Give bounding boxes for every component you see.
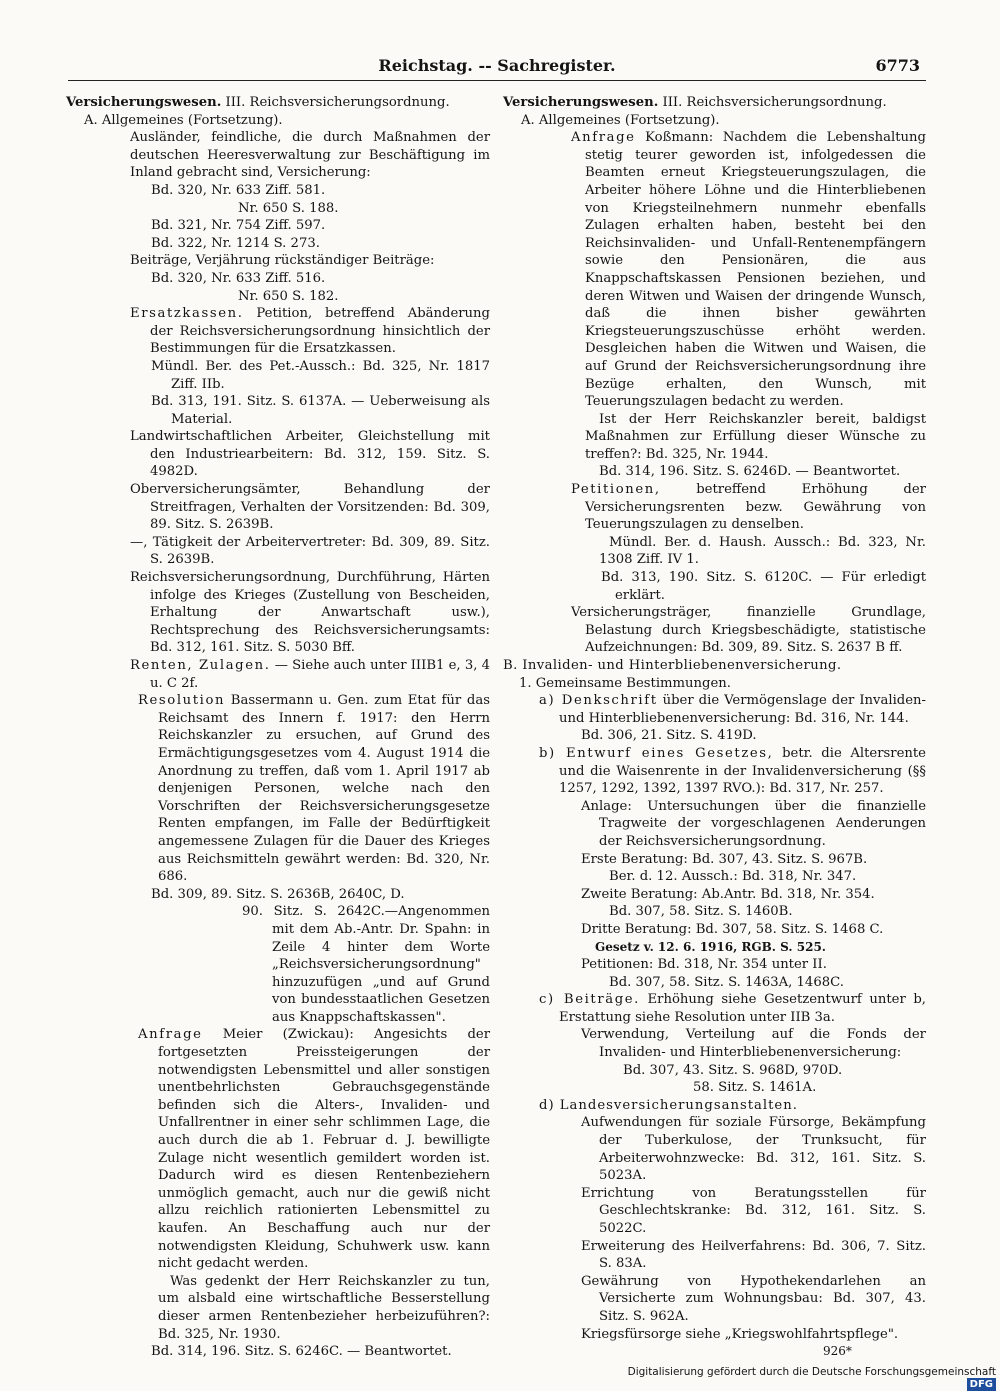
entry-keyword: a) Denkschrift	[539, 693, 658, 709]
entry-keyword: Petitionen,	[571, 482, 661, 498]
footer-credit	[600, 1366, 996, 1390]
running-title: Reichstag. -- Sachregister.	[378, 56, 616, 75]
entry-rvo-durchfuehrung: Reichsversicherungsordnung, Durchführung, Härten infolge des Krieges (Zustellung von Bescheiden, Erhaltung der Anwartschaft usw.), Rechtsprechung des Reichsversicherungsamts: Bd. 312, 161. Sitz. S. 5030 Bff.	[130, 570, 490, 656]
entry-ref: Bd. 320, Nr. 633 Ziff. 581.	[151, 182, 326, 198]
entry-ref: Nr. 650 S. 188.	[238, 200, 339, 216]
entry-ref: Bd. 321, Nr. 754 Ziff. 597.	[151, 218, 326, 234]
entry-taetigkeit: —, Tätigkeit der Arbeitervertreter: Bd. 309, 89. Sitz. S. 2639B.	[130, 534, 490, 568]
subsection-heading: A. Allgemeines (Fortsetzung).	[521, 112, 720, 128]
heading-rest: III. Reichsversicherungsordnung.	[658, 95, 887, 110]
entry-ref: Bd. 306, 21. Sitz. S. 419D.	[581, 728, 757, 744]
entry-text: betreffend Erhöhung der Versicherungsrenten bezw. Gewährung von Teuerungszulagen zu denselben.	[585, 482, 926, 533]
dfg-logo: DFG	[967, 1378, 996, 1391]
entry-text: Koßmann: Nachdem die Lebenshaltung stetig teurer geworden ist, infolgedessen die Beamten erneut Kriegsteuerungszulagen, die Arbeiter höhere Löhne und die Hinterbliebenen von Kriegsteilnehmern nunmehr ebenfalls Zulagen erhalten haben, besteht bei den Reichsinvaliden- und Unfall-Rentenempfängern sowie den Pensionären, die aus Knappschaftskassen Pensionen beziehen, und deren Witwen und Waisen der dringende Wunsch, daß die ihnen bisher gewährten Kriegsteuerungszuschüsse erhöht werden. Desgleichen haben die Witwen und Waisen, die auf Grund der Reichsversicherungsordnung ihre Bezüge erhalten, den Wunsch, mit Teuerungszulagen bedacht zu werden.	[585, 130, 926, 410]
entry-keyword: Ersatzkassen.	[130, 306, 244, 322]
entry-anfrage-kossmann	[503, 129, 926, 411]
footer-text: Digitalisierung gefördert durch die Deutsche Forschungsgemeinschaft	[627, 1366, 996, 1378]
entry-ref: Bd. 307, 43. Sitz. S. 968D, 970D.	[623, 1062, 843, 1078]
right-column	[503, 94, 926, 1361]
entry-ref: Zweite Beratung: Ab.Antr. Bd. 318, Nr. 354.	[581, 886, 875, 902]
subsection-d: d) Landesversicherungsanstalten.	[539, 1097, 798, 1113]
entry-text: Bassermann u. Gen. zum Etat für das Reichsamt des Innern f. 1917: den Herrn Reichskanzler zu ersuchen, auf Grund des Ermächtigungsgesetzes vom 4. August 1914 die Anordnung zu treffen, daß vom 1. April 1917 ab denjenigen Personen, welche nach den Vorschriften der Reichsversicherungsgesetze Renten empfangen, im Falle der Bedürftigkeit angemessene Zulagen für die Dauer des Krieges aus Reichsmitteln gewährt werden: Bd. 320, Nr. 686.	[158, 693, 490, 885]
entry-ersatzkassen	[66, 305, 490, 358]
entry-ref: 58. Sitz. S. 1461A.	[693, 1080, 817, 1096]
heading-bold: Versicherungswesen.	[503, 95, 659, 110]
entry-ref: Bd. 320, Nr. 633 Ziff. 516.	[151, 270, 326, 286]
subsection-heading: A. Allgemeines (Fortsetzung).	[84, 112, 283, 128]
entry-keyword: Renten, Zulagen.	[130, 658, 271, 673]
section-b-heading: B. Invaliden- und Hinterbliebenenversicherung.	[503, 658, 842, 673]
entry-text: — Siehe auch unter IIIB1 e, 3, 4 u. C 2f.	[150, 658, 490, 691]
entry-text: Meier (Zwickau): Angesichts der fortgesetzten Preissteigerungen der notwendigsten Lebensmittel und aller sonstigen unentbehrlichsten Gebrauchsgegenstände befinden sich die Alters-, Invaliden- und Unfallrentner in einer sehr schlimmen Lage, die auch durch die ab 1. Februar d. J. bewilligte Zulage nicht wesentlich gemildert worden ist. Dadurch wird es diesen Rentenbeziehern unmöglich gemacht, auch nur die gewiß nicht allzu reichlich rationierten Lebensmittel zu kaufen. An Beschaffung auch nur der notwendigsten Kleidung, Schuhwerk usw. kann nicht gedacht werden.	[158, 1027, 490, 1272]
entry-auslaender: Ausländer, feindliche, die durch Maßnahmen der deutschen Heeresverwaltung zur Beschäftigung im Inland gebracht sind, Versicherung:	[130, 130, 490, 181]
entry-ref: Bd. 307, 58. Sitz. S. 1463A, 1468C.	[609, 974, 844, 990]
page-header	[68, 52, 926, 81]
entry-hypothekendarlehen: Gewährung von Hypothekendarlehen an Versicherte zum Wohnungsbau: Bd. 307, 43. Sitz. S. 962A.	[581, 1273, 926, 1324]
entry-ref: Bd. 322, Nr. 1214 S. 273.	[151, 235, 320, 251]
law-reference: Gesetz v. 12. 6. 1916, RGB. S. 525.	[595, 939, 826, 954]
entry-landwirtschaft: Landwirtschaftlichen Arbeiter, Gleichstellung mit den Industriearbeitern: Bd. 312, 159. Sitz. S. 4982D.	[130, 429, 490, 480]
signature-mark: 926*	[823, 1344, 852, 1359]
entry-ref: Dritte Beratung: Bd. 307, 58. Sitz. S. 1468 C.	[581, 921, 884, 937]
entry-ref: Bd. 313, 191. Sitz. S. 6137A. — Ueberweisung als Material.	[151, 394, 490, 427]
entry-resolution	[66, 692, 490, 886]
heading-rest: III. Reichsversicherungsordnung.	[221, 95, 450, 110]
entry-keyword: Anfrage	[571, 130, 636, 146]
left-column	[66, 94, 490, 1361]
entry-beratungsstellen: Errichtung von Beratungsstellen für Geschlechtskranke: Bd. 312, 161. Sitz. S. 5022C.	[581, 1185, 926, 1236]
entry-ref: Mündl. Ber. des Pet.-Aussch.: Bd. 325, Nr. 1817 Ziff. IIb.	[151, 358, 490, 392]
entry-question: Was gedenkt der Herr Reichskanzler zu tun, um alsbald eine wirtschaftliche Besserstellung dieser armen Rentenbezieher herbeizuführen?: Bd. 325, Nr. 1930.	[158, 1273, 490, 1342]
entry-beitraege	[503, 991, 926, 1026]
entry-anfrage-meier	[66, 1026, 490, 1272]
entry-text: über die Vermögenslage der Invaliden- und Hinterbliebenenversicherung: Bd. 316, Nr. 144.	[559, 693, 926, 726]
entry-ref: Bd. 309, 89. Sitz. S. 2636B, 2640C, D.	[151, 886, 405, 902]
entry-gesetzentwurf	[503, 745, 926, 798]
entry-text: betr. die Altersrente und die Waisenrente in der Invalidenversicherung (§§ 1257, 1292, 1392, 1397 RVO.): Bd. 317, Nr. 257.	[559, 745, 926, 797]
entry-ref: Bd. 314, 196. Sitz. S. 6246D. — Beantwortet.	[599, 464, 901, 480]
entry-anlage: Anlage: Untersuchungen über die finanzielle Tragweite der vorgeschlagenen Aenderungen der Reichsversicherungsordnung.	[581, 798, 926, 849]
entry-keyword: Anfrage	[138, 1027, 203, 1043]
entry-denkschrift	[503, 692, 926, 727]
entry-ref: Petitionen: Bd. 318, Nr. 354 unter II.	[581, 957, 827, 973]
entry-keyword: b) Entwurf eines Gesetzes,	[539, 745, 774, 761]
section-heading	[66, 94, 490, 112]
entry-ref: Bd. 307, 58. Sitz. S. 1460B.	[609, 904, 793, 920]
entry-ref: 90. Sitz. S. 2642C.—Angenommen mit dem Ab.-Antr. Dr. Spahn: in Zeile 4 hinter dem Worte „Reichsversicherungsordnung" hinzuzufügen „und auf Grund von bundesstaatlichen Gesetzen aus Knappschaftskassen".	[242, 904, 490, 1025]
entry-text: Petition, betreffend Abänderung der Reichsversicherungsordnung hinsichtlich der Bestimmungen für die Ersatzkassen.	[150, 306, 490, 357]
entry-oberversicherung: Oberversicherungsämter, Behandlung der Streitfragen, Verhalten der Vorsitzenden: Bd. 309, 89. Sitz. S. 2639B.	[130, 482, 490, 533]
entry-keyword: Resolution	[138, 693, 226, 709]
entry-ref: Ber. d. 12. Aussch.: Bd. 318, Nr. 347.	[609, 869, 857, 885]
entry-ref: Mündl. Ber. d. Haush. Aussch.: Bd. 323, Nr. 1308 Ziff. IV 1.	[599, 534, 926, 568]
entry-kriegsfuersorge: Kriegsfürsorge siehe „Kriegswohlfahrtspflege".	[581, 1326, 899, 1342]
entry-heilverfahren: Erweiterung des Heilverfahrens: Bd. 306, 7. Sitz. S. 83A.	[581, 1238, 926, 1272]
entry-ref: Bd. 314, 196. Sitz. S. 6246C. — Beantwortet.	[151, 1344, 452, 1360]
entry-renten	[66, 657, 490, 692]
entry-ref: Bd. 313, 190. Sitz. S. 6120C. — Für erledigt erklärt.	[601, 570, 926, 603]
entry-ref: Erste Beratung: Bd. 307, 43. Sitz. S. 967B.	[581, 851, 868, 867]
entry-versicherungstraeger: Versicherungsträger, finanzielle Grundlage, Belastung durch Kriegsbeschädigte, statistische Aufzeichnungen: Bd. 309, 89. Sitz. S. 2637 B ff.	[571, 605, 926, 656]
entry-verwendung: Verwendung, Verteilung auf die Fonds der Invaliden- und Hinterbliebenenversicherung:	[581, 1027, 926, 1061]
entry-petitionen	[503, 481, 926, 534]
entry-keyword: c) Beiträge.	[539, 992, 640, 1008]
heading-bold: Versicherungswesen.	[66, 95, 222, 110]
page-number: 6773	[875, 56, 920, 75]
entry-aufwendungen: Aufwendungen für soziale Fürsorge, Bekämpfung der Tuberkulose, der Trunksucht, für Arbeiterwohnzwecke: Bd. 312, 161. Sitz. S. 5023A.	[581, 1115, 926, 1184]
entry-ref: Nr. 650 S. 182.	[238, 288, 339, 304]
section-heading	[503, 94, 926, 112]
subsection-1: 1. Gemeinsame Bestimmungen.	[519, 675, 731, 691]
entry-text: Erhöhung siehe Gesetzentwurf unter b, Erstattung siehe Resolution unter IIB 3a.	[559, 992, 926, 1025]
entry-beitraege: Beiträge, Verjährung rückständiger Beiträge:	[130, 253, 435, 269]
entry-question: Ist der Herr Reichskanzler bereit, baldigst Maßnahmen zur Erfüllung dieser Wünsche zu treffen?: Bd. 325, Nr. 1944.	[585, 411, 926, 462]
